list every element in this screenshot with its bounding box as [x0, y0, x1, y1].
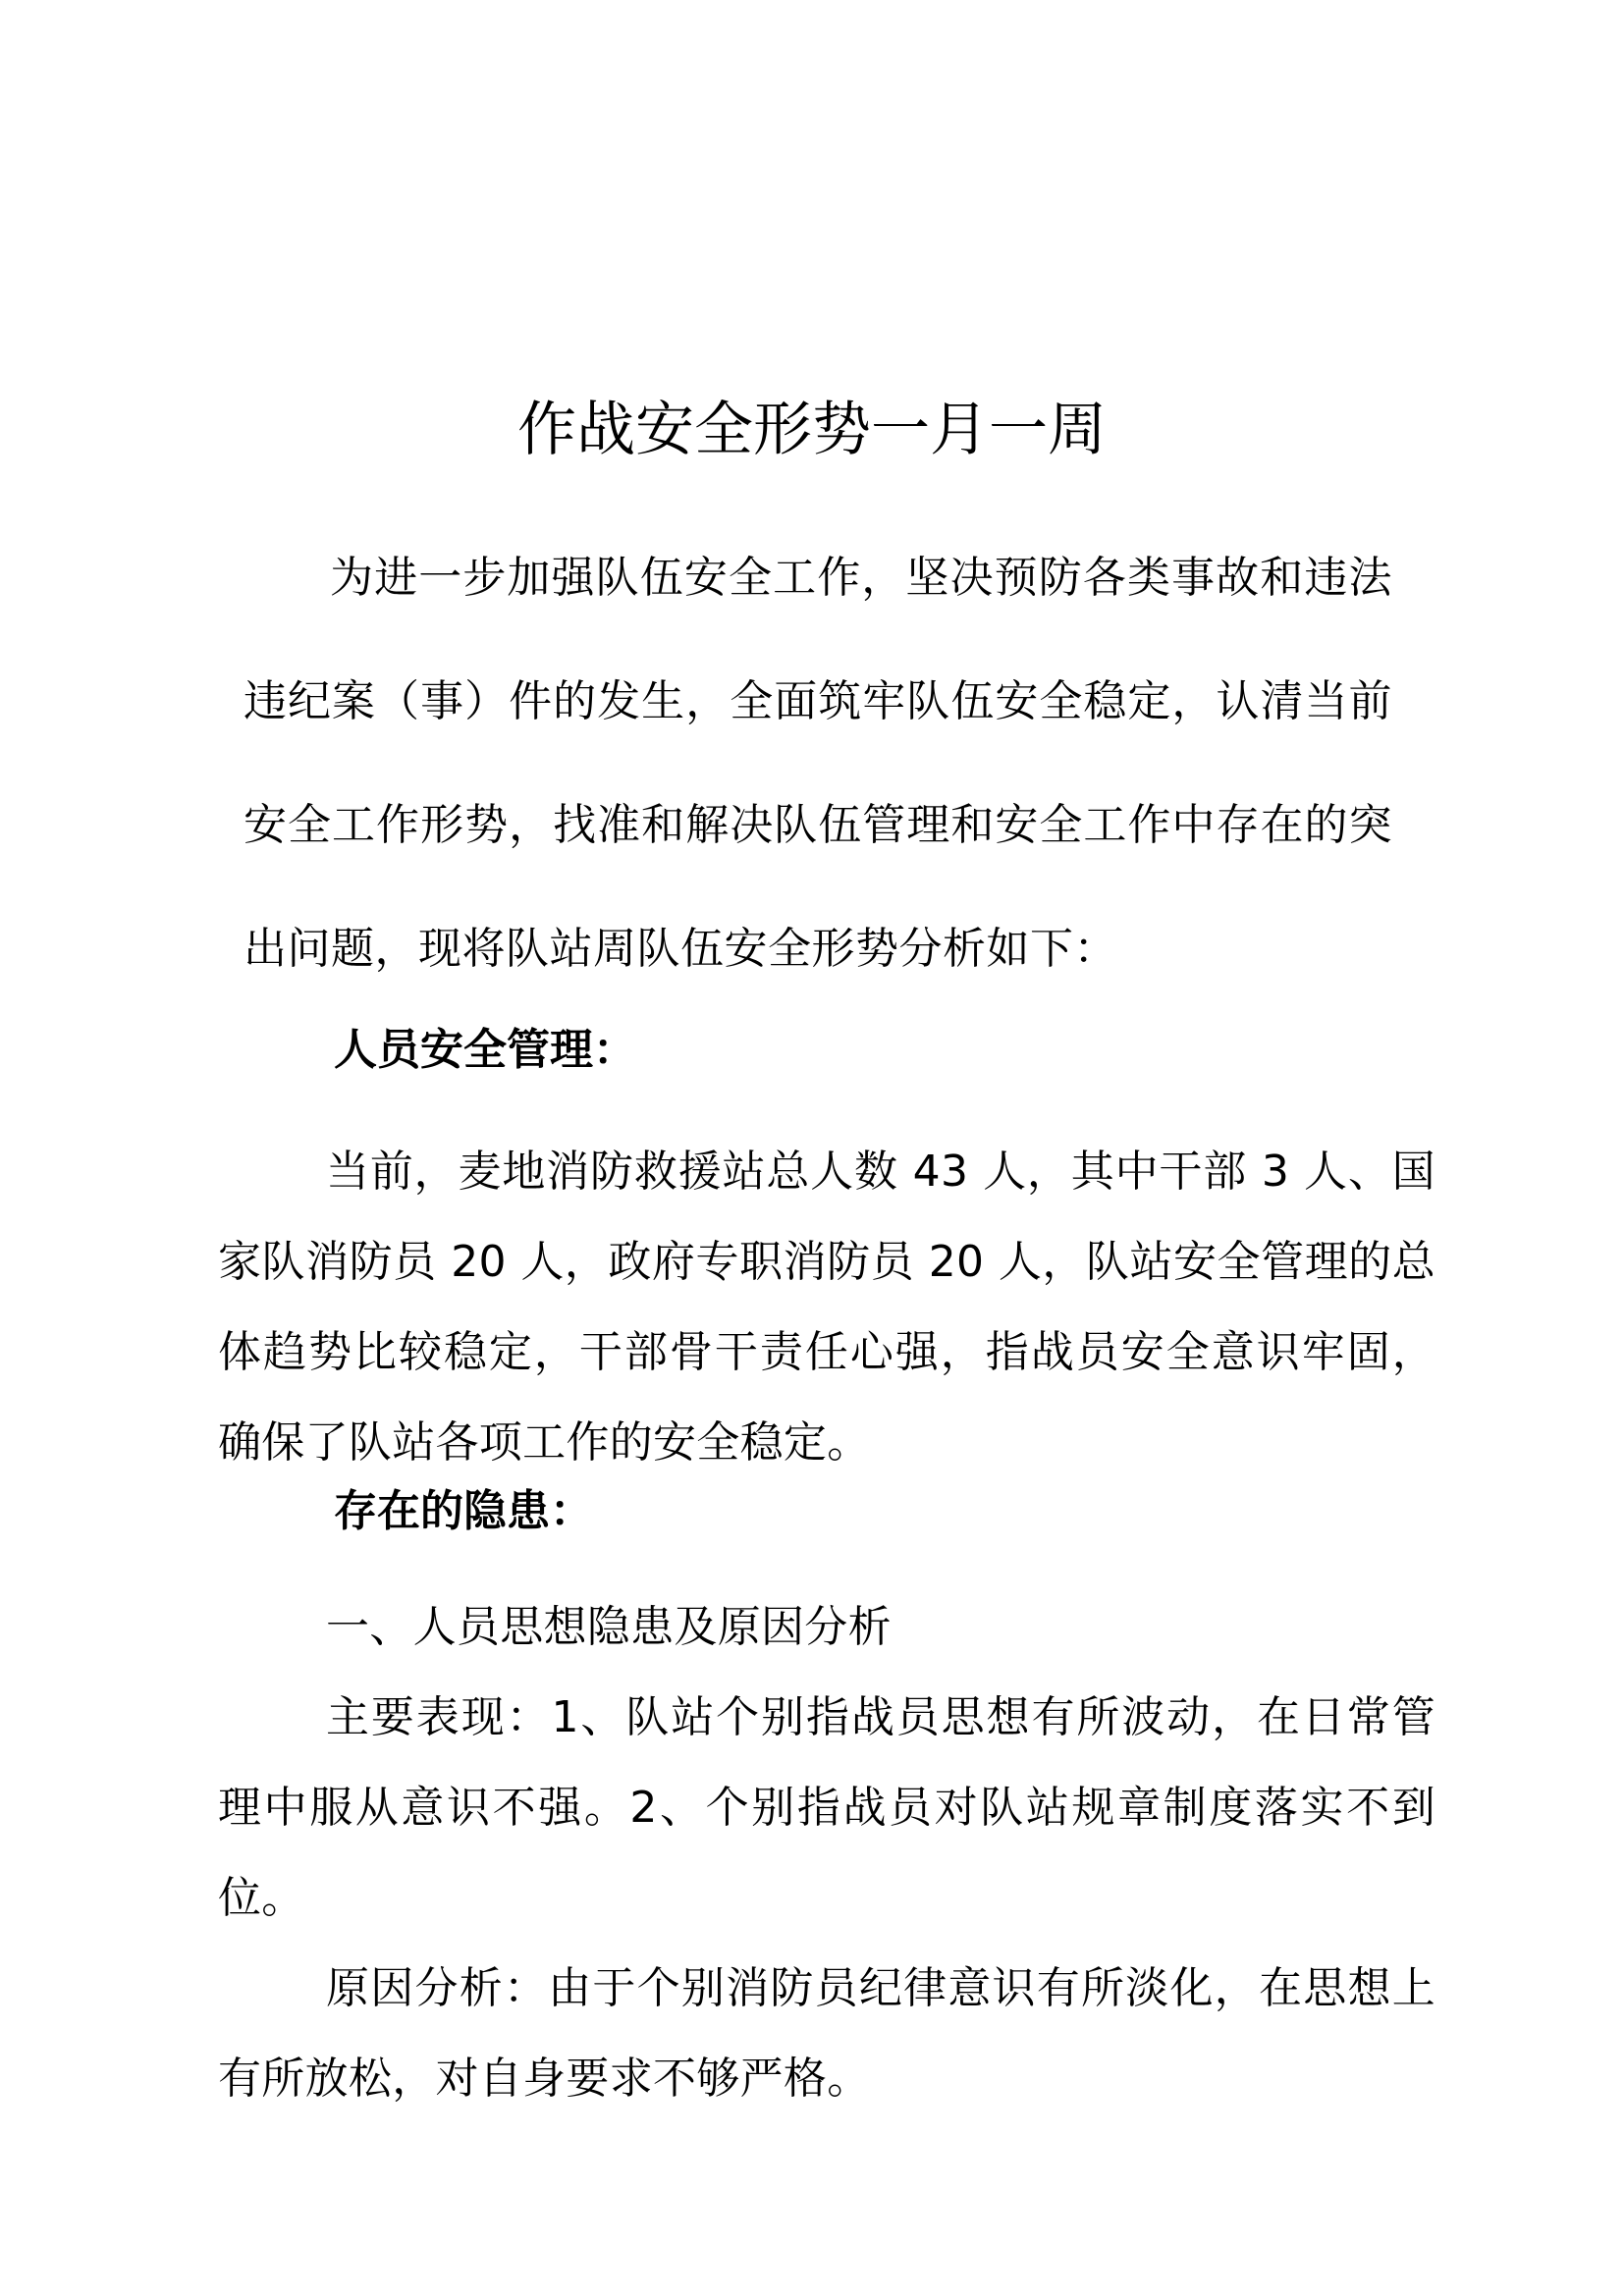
personnel-paragraph: 当前，麦地消防救援站总人数 43 人，其中干部 3 人、国家队消防员 20 人，政府专职消防员 20 人，队站安全管理的总体趋势比较稳定，干部骨干责任心强，指战员安全意识牢固，确保了队站各项工作的安全稳定。	[218, 1147, 1435, 1468]
hazards-heading: 存在的隐患：	[334, 1486, 593, 1536]
hazards-body	[218, 1582, 1435, 2124]
personnel-body	[218, 1127, 1435, 1488]
personnel-section	[218, 1011, 1435, 1090]
document-title: 作战安全形势一月一周	[517, 396, 1107, 464]
personnel-heading: 人员安全管理：	[334, 1025, 636, 1075]
hazards-section	[218, 1472, 1435, 1551]
intro-paragraph: 为进一步加强队伍安全工作，坚决预防各类事故和违法违纪案（事）件的发生，全面筑牢队伍安全稳定，认清当前安全工作形势，找准和解决队伍管理和安全工作中存在的突出问题，现将队站周队伍安全形势分析如下：	[244, 553, 1392, 974]
hazards-subheading: 一、人员思想隐患及原因分析	[326, 1602, 892, 1652]
hazards-manifestation: 主要表现：1、队站个别指战员思想有所波动，在日常管理中服从意识不强。2、个别指战员对队站规章制度落实不到位。	[218, 1692, 1435, 1923]
hazards-cause: 原因分析：由于个别消防员纪律意识有所淡化，在思想上有所放松，对自身要求不够严格。	[218, 1963, 1435, 2104]
